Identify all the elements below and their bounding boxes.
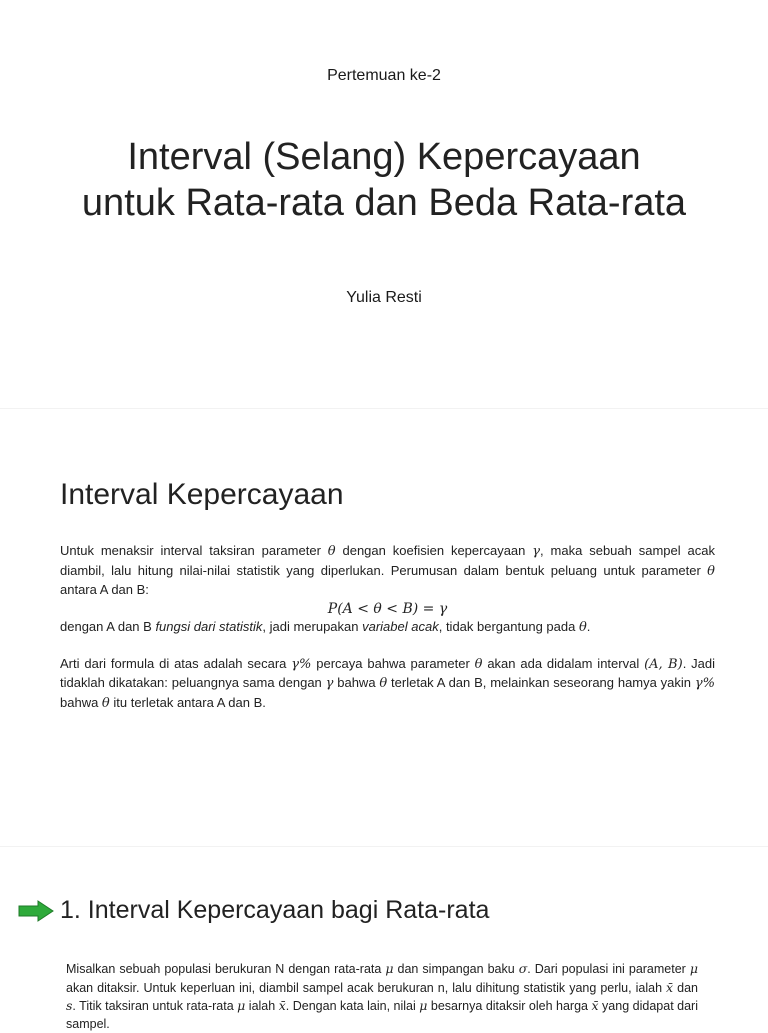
text-run: yang didapat dari sampel.	[66, 999, 698, 1031]
paragraph-3	[60, 655, 715, 714]
xbar-symbol: x̄	[278, 998, 286, 1013]
text-run: dan simpangan baku	[393, 962, 519, 976]
text-run: akan ditaksir. Untuk keperluan ini, diambil sampel acak berukuran n, lalu dihitung statistik yang perlu, ialah	[66, 980, 667, 995]
slide-divider	[0, 408, 768, 409]
gamma-symbol: γ	[325, 676, 334, 691]
slide-divider	[0, 846, 768, 847]
text-run: dan	[673, 980, 698, 995]
mu-symbol: μ	[385, 961, 394, 976]
paragraph-2	[60, 618, 715, 638]
gamma-symbol: γ	[532, 544, 541, 559]
slide-heading: 1. Interval Kepercayaan bagi Rata-rata	[60, 896, 490, 924]
text-run: Untuk menaksir interval taksiran parameter	[60, 543, 328, 558]
xbar-symbol: x̄	[666, 979, 674, 995]
text-run: , maka sebuah sampel acak diambil, lalu hitung nilai-nilai statistik yang diperlukan. Perumusan dalam bentuk peluang untuk parameter	[60, 543, 715, 578]
text-run: bahwa	[333, 675, 380, 690]
text-run: . Dengan kata lain, nilai	[285, 999, 420, 1013]
text-run: , tidak bergantung pada	[438, 619, 579, 634]
probability-formula: P(A < θ < B) = γ	[327, 600, 448, 617]
theta-symbol: θ	[578, 620, 587, 635]
theta-symbol: θ	[379, 676, 388, 691]
xbar-symbol: x̄	[591, 998, 599, 1013]
text-run: dengan koefisien kepercayaan	[335, 543, 533, 558]
text-run: . Titik taksiran untuk rata-rata	[72, 999, 238, 1013]
text-run: dengan A dan B	[60, 619, 156, 634]
heading-row	[18, 896, 489, 925]
text-run: akan ada didalam interval	[482, 655, 645, 671]
mean-interval-slide	[0, 860, 768, 1031]
mu-symbol: μ	[237, 998, 246, 1013]
text-run: percaya bahwa parameter	[311, 655, 475, 671]
presentation-title	[0, 134, 768, 226]
gamma-percent-symbol: γ%	[694, 676, 715, 691]
sigma-symbol: σ	[518, 961, 528, 976]
mu-symbol: μ	[419, 998, 428, 1013]
text-run: ialah	[245, 999, 279, 1013]
italic-term: fungsi dari statistik	[155, 619, 263, 634]
gamma-percent-symbol: γ%	[291, 656, 312, 672]
text-run: itu terletak antara A dan B.	[109, 694, 266, 710]
theta-symbol: θ	[474, 656, 483, 672]
s-symbol: s	[66, 998, 73, 1013]
interval-symbol: (A, B)	[644, 656, 683, 672]
interval-slide	[0, 432, 768, 832]
text-run: antara A dan B:	[60, 582, 149, 597]
title-line-2: untuk Rata-rata dan Beda Rata-rata	[81, 182, 687, 224]
title-line-1: Interval (Selang) Kepercayaan	[127, 136, 641, 178]
text-run: , jadi merupakan	[262, 619, 363, 634]
text-run: bahwa	[60, 694, 102, 710]
text-run: terletak A dan B, melainkan seseorang hamya yakin	[387, 675, 695, 690]
paragraph-1	[60, 542, 715, 600]
paragraph-gap	[60, 638, 715, 655]
theta-symbol: θ	[327, 544, 336, 559]
text-run: besarnya ditaksir oleh harga	[427, 999, 592, 1013]
text-run: . Dari populasi ini parameter	[527, 962, 690, 976]
slide-heading: Interval Kepercayaan	[60, 478, 344, 511]
slide-body	[60, 542, 715, 713]
text-run: .	[586, 619, 591, 634]
text-run: Arti dari formula di atas adalah secara	[60, 655, 292, 671]
author-name: Yulia Resti	[346, 289, 422, 306]
slide-body	[66, 960, 698, 1033]
title-slide	[0, 0, 768, 384]
text-run: Misalkan sebuah populasi berukuran N dengan rata-rata	[66, 962, 386, 976]
text-run: . Jadi tidaklah dikatakan: peluangnya sama dengan	[60, 655, 716, 690]
theta-symbol: θ	[101, 695, 110, 711]
right-arrow-icon	[18, 900, 54, 922]
theta-symbol: θ	[707, 563, 715, 579]
italic-term: variabel acak	[362, 619, 439, 634]
meeting-label: Pertemuan ke-2	[327, 67, 441, 84]
mu-symbol: μ	[689, 961, 698, 976]
